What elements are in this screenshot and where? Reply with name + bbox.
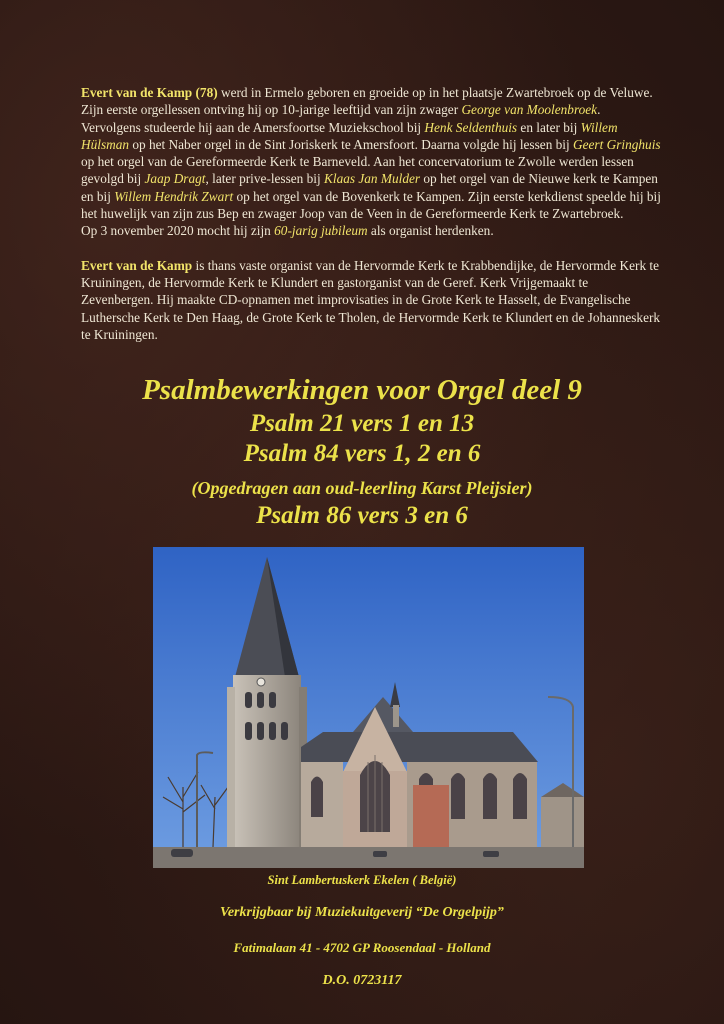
organist-name: Evert van de Kamp bbox=[81, 257, 193, 273]
publisher-address: Fatimalaan 41 - 4702 GP Roosendaal - Holland bbox=[233, 940, 491, 955]
dedication-line: (Opgedragen aan oud-leerling Karst Pleijsier) bbox=[191, 478, 533, 498]
psalm-21-line: Psalm 21 vers 1 en 13 bbox=[249, 410, 475, 437]
psalm-86-line: Psalm 86 vers 3 en 6 bbox=[256, 502, 468, 529]
bio-paragraph-1: Evert van de Kamp (78) werd in Ermelo geboren en groeide op in het plaatsje Zwartebroek op de Veluwe. Zijn eerste orgellessen ontving hij op 10-jarige leeftijd van zijn zwager George van Moolenbroek. Vervolgens studeerde hij aan de Amersfoortse Muziekschool bij Henk Seldenthuis en later bij Willem Hülsman op het Naber orgel in de Sint Joriskerk te Amersfoort. Daarna volgde hij lessen bij Geert Gringhuis op het orgel van de Gereformeerde Kerk te Barneveld. Aan het concervatorium te Zwolle werden lessen gevolgd bij Jaap Dragt, later prive-lessen bij Klaas Jan Mulder op het orgel van de Nieuwe kerk te Kampen en bij Willem Hendrik Zwart op het orgel van de Bovenkerk te Kampen. Zijn eerste kerkdienst speelde hij bij het huwelijk van zijn zus Bep en zwager Joop van de Veen in de Gereformeerde Kerk te Zwartebroek. Op 3 november 2020 mocht hij zijn 60-jarig jubileum als organist herdenken. bbox=[81, 85, 661, 239]
biography bbox=[81, 84, 663, 360]
psalm-84-line: Psalm 84 vers 1, 2 en 6 bbox=[243, 440, 481, 467]
church-photo bbox=[153, 547, 584, 868]
album-title: Psalmbewerkingen voor Orgel deel 9 bbox=[142, 374, 582, 406]
photo-caption: Sint Lambertuskerk Ekelen ( België) bbox=[267, 873, 457, 887]
organist-name: Evert van de Kamp (78) bbox=[81, 85, 218, 100]
bio-paragraph-2: Evert van de Kamp is thans vaste organist van de Hervormde Kerk te Krabbendijke, de Hervormde Kerk te Kruiningen, de Hervormde Kerk te Klundert en gastorganist van de Geref. Kerk Vrijgemaakt te Zevenbergen. Hij maakte CD-opnamen met improvisaties in de Grote Kerk te Hasselt, de Evangelische Luthersche Kerk te Den Haag, de Grote Kerk te Tholen, de Hervormde Kerk te Klundert en de Johanneskerk te Kruiningen. bbox=[81, 257, 661, 342]
publisher-line: Verkrijgbaar bij Muziekuitgeverij “De Orgelpijp” bbox=[220, 905, 504, 920]
catalog-number: D.O. 0723117 bbox=[322, 973, 402, 988]
